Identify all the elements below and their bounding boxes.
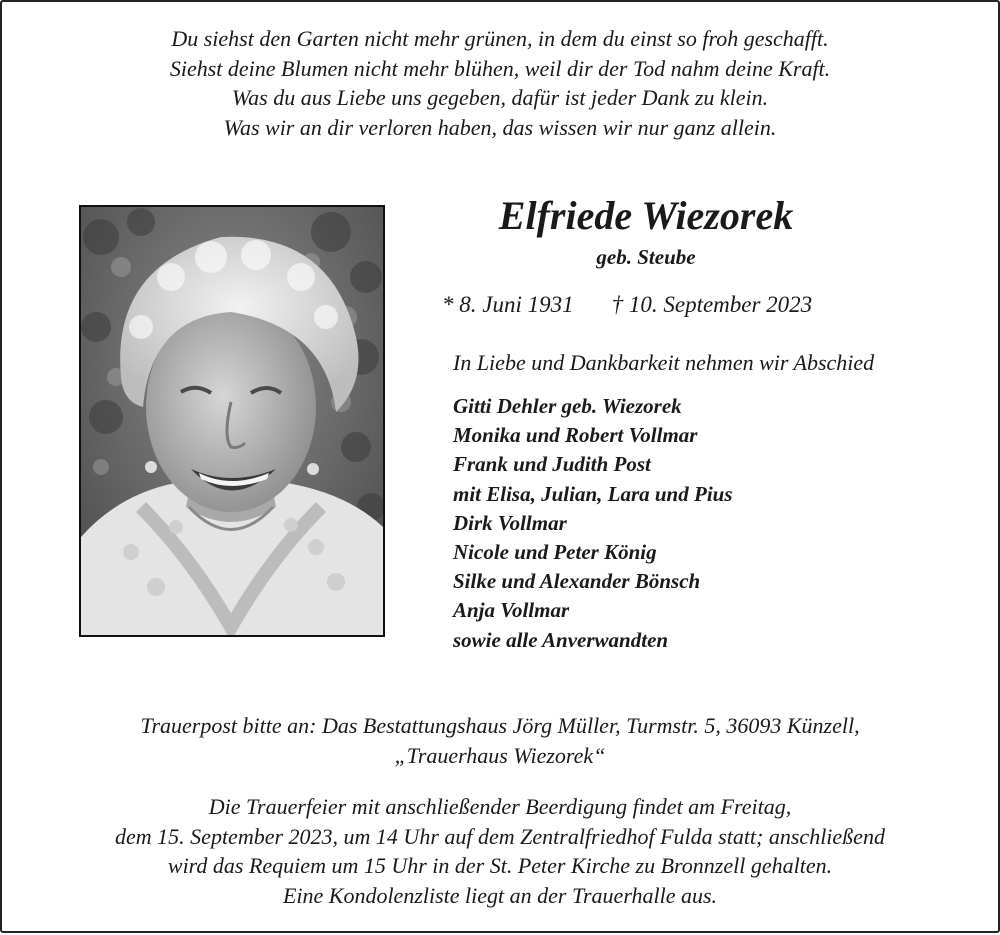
- address-line: „Trauerhaus Wiezorek“: [394, 742, 606, 768]
- portrait-photo: [79, 205, 385, 637]
- death-date: † 10. September 2023: [611, 292, 813, 317]
- maiden-name: geb. Steube: [596, 245, 696, 269]
- family-member: Silke und Alexander Bönsch: [453, 569, 701, 594]
- poem-line: Siehst deine Blumen nicht mehr blühen, weil dir der Tod nahm deine Kraft.: [169, 55, 831, 81]
- family-member: Dirk Vollmar: [453, 510, 567, 535]
- family-member: Frank und Judith Post: [453, 452, 651, 477]
- deceased-name: Elfriede Wiezorek: [498, 193, 794, 238]
- poem-line: Was du aus Liebe uns gegeben, dafür ist jeder Dank zu klein.: [231, 85, 769, 110]
- portrait-image: [81, 207, 383, 635]
- condolence-address: [0, 711, 1000, 770]
- service-line: wird das Requiem um 15 Uhr in der St. Peter Kirche zu Bronnzell gehalten.: [167, 853, 833, 878]
- birth-date: * 8. Juni 1931: [442, 292, 574, 317]
- address-line: Trauerpost bitte an: Das Bestattungshaus Jörg Müller, Turmstr. 5, 36093 Künzell,: [140, 713, 860, 738]
- life-dates: [442, 292, 812, 318]
- family-member: Nicole und Peter König: [453, 540, 657, 565]
- farewell-text: In Liebe und Dankbarkeit nehmen wir Abschied: [453, 350, 875, 375]
- poem-line: Du siehst den Garten nicht mehr grünen, in dem du einst so froh geschafft.: [171, 26, 829, 51]
- family-member: Anja Vollmar: [453, 598, 570, 623]
- poem: [0, 24, 1000, 142]
- service-line: dem 15. September 2023, um 14 Uhr auf dem Zentralfriedhof Fulda statt; anschließend: [115, 823, 885, 849]
- funeral-service-info: [0, 792, 1000, 910]
- family-member: mit Elisa, Julian, Lara und Pius: [453, 481, 733, 506]
- family-member: sowie alle Anverwandten: [453, 627, 669, 652]
- family-member: Gitti Dehler geb. Wiezorek: [453, 394, 682, 418]
- family-member: Monika und Robert Vollmar: [453, 423, 698, 448]
- service-line: Eine Kondolenzliste liegt an der Trauerhalle aus.: [282, 882, 718, 908]
- poem-line: Was wir an dir verloren haben, das wissen wir nur ganz allein.: [223, 114, 777, 140]
- family-list: [453, 392, 733, 655]
- service-line: Die Trauerfeier mit anschließender Beerdigung findet am Freitag,: [208, 794, 792, 819]
